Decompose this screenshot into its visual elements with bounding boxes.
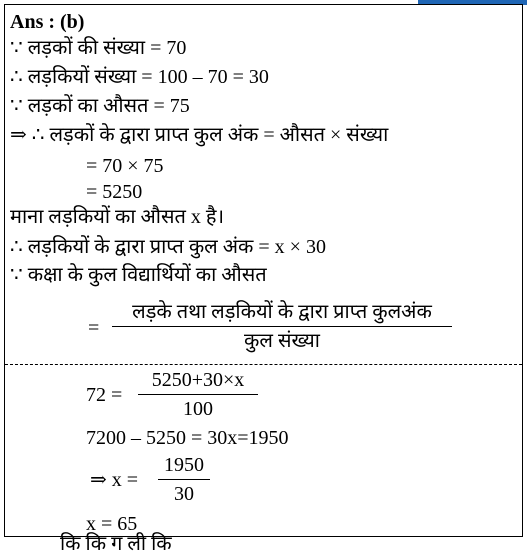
statement-boys-total-marks: ⇒ ∴ लड़कों के द्वारा प्राप्त कुल अंक = औसत × संख्या	[10, 124, 389, 146]
result-value: x = 65	[86, 513, 138, 535]
fraction1-numerator: लड़के तथा लड़कियों के द्वारा प्राप्त कुलअंक	[112, 300, 452, 327]
statement-girls-total-marks: ∴ लड़कियों के द्वारा प्राप्त कुल अंक = x × 30	[10, 236, 326, 258]
fraction2-numerator: 5250+30×x	[138, 368, 258, 395]
dashed-separator	[5, 364, 522, 365]
calc-boys-product: = 70 × 75	[86, 155, 164, 177]
calc-boys-total: = 5250	[86, 181, 143, 203]
fraction2-denominator: 100	[183, 398, 213, 420]
statement-assume-girls-average: माना लड़कियों का औसत x है।	[10, 206, 225, 228]
cut-off-next-line: कि कि ग ली कि	[60, 533, 172, 555]
statement-girls-count: ∴ लड़कियों संख्या = 100 – 70 = 30	[10, 66, 269, 88]
fraction1-denominator: कुल संख्या	[244, 330, 320, 352]
fraction3-numerator: 1950	[158, 453, 210, 480]
fraction3	[158, 453, 210, 506]
fraction1	[112, 300, 452, 353]
equation-subtraction: 7200 – 5250 = 30x=1950	[86, 427, 289, 449]
fraction3-prefix: ⇒ x =	[90, 469, 139, 491]
statement-class-average: ∵ कक्षा के कुल विद्यार्थियों का औसत	[10, 264, 267, 286]
fraction2-prefix: 72 =	[86, 384, 123, 406]
answer-label: Ans : (b)	[10, 11, 85, 33]
statement-boys-count: ∵ लड़कों की संख्या = 70	[10, 37, 187, 59]
statement-boys-average: ∵ लड़कों का औसत = 75	[10, 95, 190, 117]
fraction1-prefix: =	[88, 317, 100, 339]
fraction2	[138, 368, 258, 421]
fraction3-denominator: 30	[174, 483, 194, 505]
